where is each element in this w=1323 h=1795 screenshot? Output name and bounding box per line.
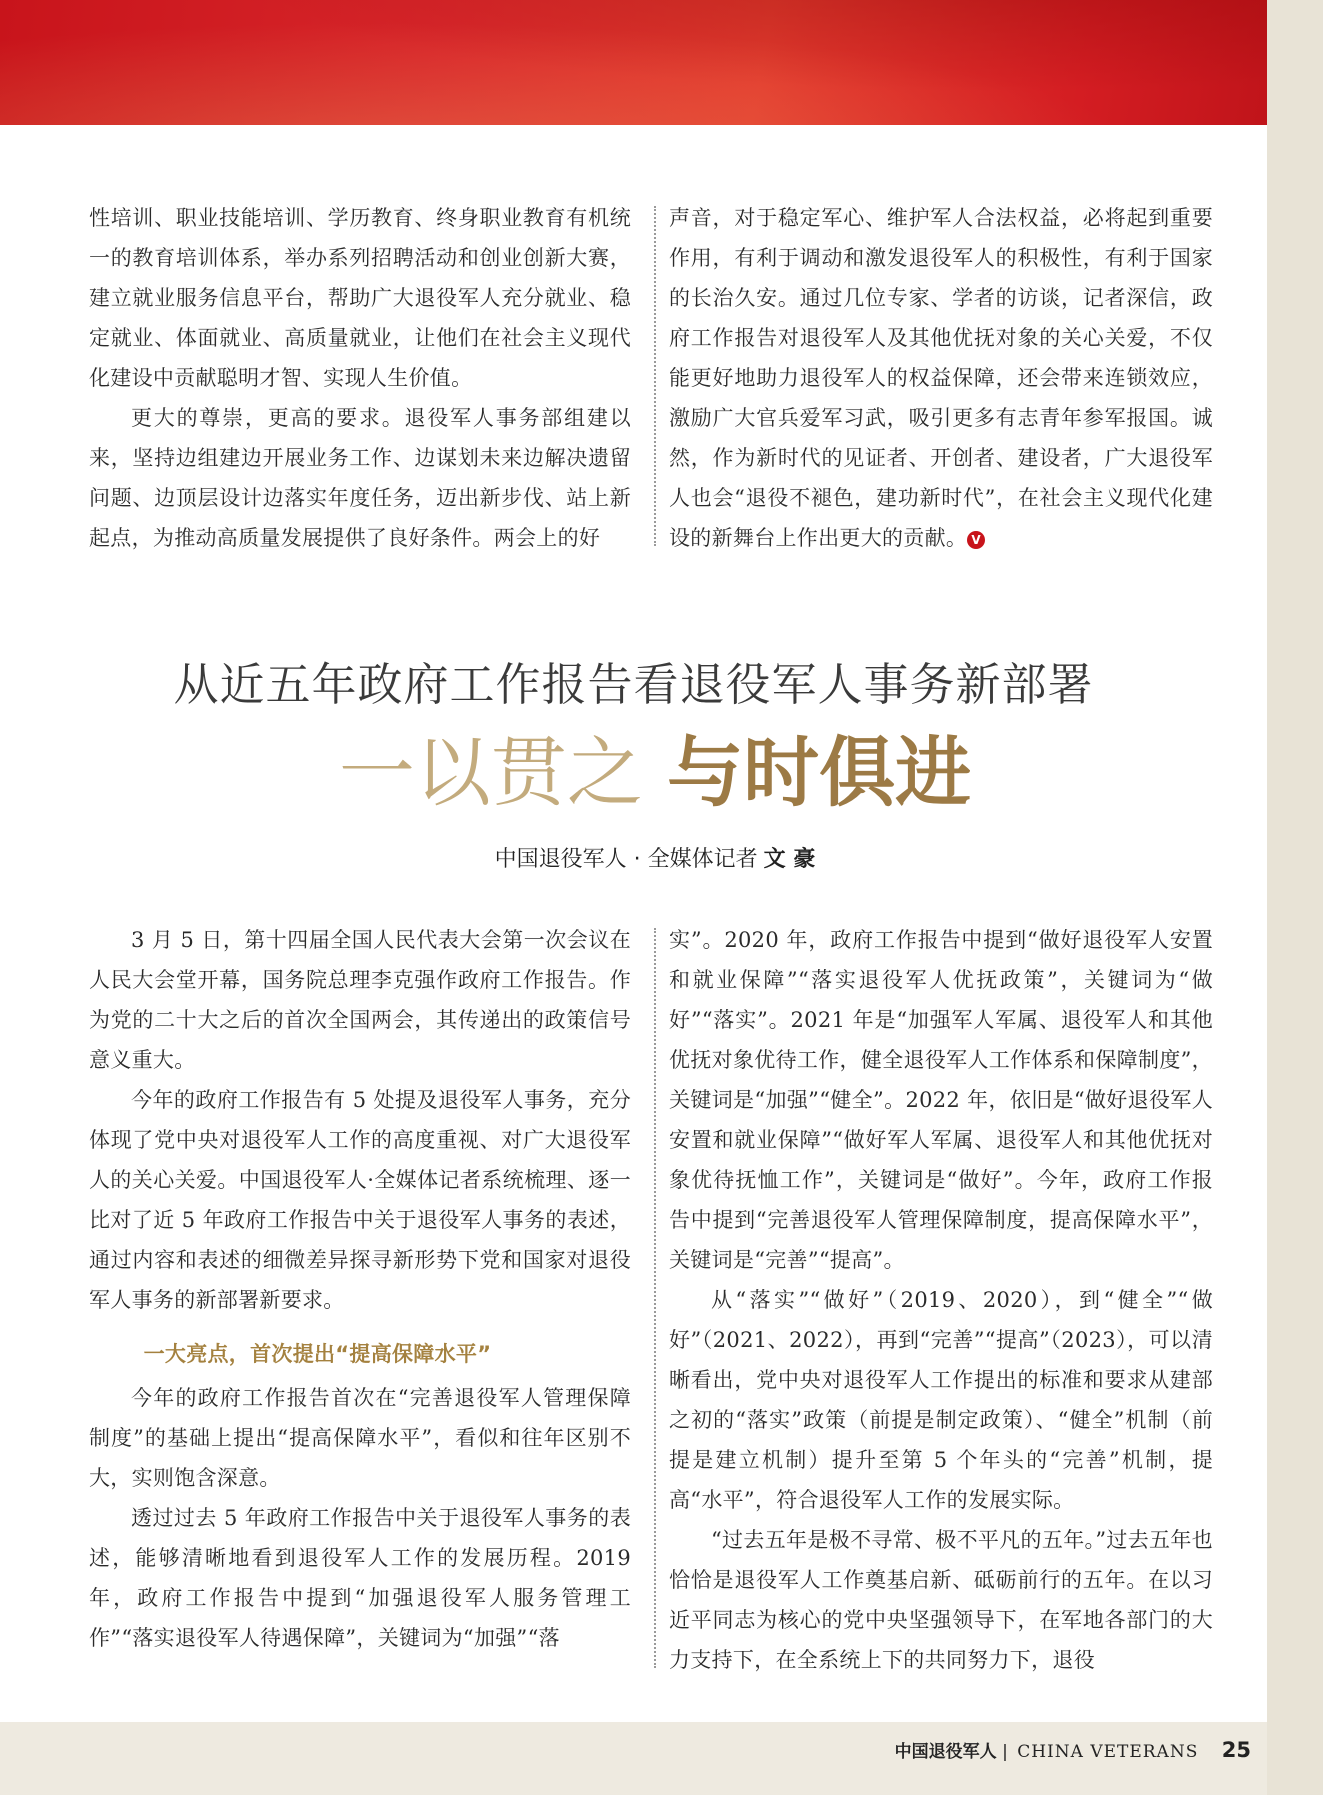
column-divider bbox=[654, 206, 656, 546]
column-divider bbox=[654, 928, 656, 1668]
title-light-part: 一以贯之 bbox=[338, 728, 643, 817]
paragraph: 3 月 5 日，第十四届全国人民代表大会第一次会议在人民大会堂开幕，国务院总理李克强作政府工作报告。作为党的二十大之后的首次全国两会，其传递出的政策信号意义重大。 bbox=[89, 928, 631, 1072]
article-right-column bbox=[669, 920, 1213, 1680]
top-decorative-band bbox=[0, 0, 1267, 125]
section-heading: 一大亮点，首次提出“提高保障水平” bbox=[143, 1342, 492, 1366]
article-left-column bbox=[89, 920, 631, 1658]
paragraph: 透过过去 5 年政府工作报告中关于退役军人事务的表述，能够清晰地看到退役军人工作的发展历程。2019 年，政府工作报告中提到“加强退役军人服务管理工作”“落实退役军人待遇保障”，关键词为“加强”“落 bbox=[89, 1506, 631, 1650]
prev-article-right-column bbox=[669, 198, 1213, 558]
prev-article-left-column bbox=[89, 198, 631, 558]
byline bbox=[0, 842, 1310, 873]
magazine-name: 中国退役军人 bbox=[894, 1742, 997, 1762]
paragraph bbox=[669, 198, 1213, 558]
title-bold-part: 与时俱进 bbox=[667, 728, 972, 817]
byline-author: 文 豪 bbox=[763, 847, 816, 872]
page-edge-strip bbox=[1267, 0, 1323, 1795]
page-footer bbox=[895, 1737, 1251, 1762]
article-subtitle: 从近五年政府工作报告看退役军人事务新部署 bbox=[173, 658, 1094, 711]
end-mark-icon: V bbox=[967, 531, 985, 549]
paragraph: 从“落实”“做好”（2019、2020），到“健全”“做好”（2021、2022），再到“完善”“提高”（2023），可以清晰看出，党中央对退役军人工作提出的标准和要求从建部之初的“落实”政策（前提是制定政策）、“健全”机制（前提是建立机制）提升至第 5 个年头的“完善”机制，提高“水平”，符合退役军人工作的发展实际。 bbox=[669, 1288, 1213, 1512]
footer-separator: | bbox=[1002, 1742, 1008, 1762]
paragraph: 性培训、职业技能培训、学历教育、终身职业教育有机统一的教育培训体系，举办系列招聘活动和创业创新大赛，建立就业服务信息平台，帮助广大退役军人充分就业、稳定就业、体面就业、高质量就业，让他们在社会主义现代化建设中贡献聪明才智、实现人生价值。 bbox=[89, 206, 631, 390]
article-title bbox=[0, 728, 1310, 818]
paragraph-text: 声音，对于稳定军心、维护军人合法权益，必将起到重要作用，有利于调动和激发退役军人的积极性，有利于国家的长治久安。通过几位专家、学者的访谈，记者深信，政府工作报告对退役军人及其他优抚对象的关心关爱，不仅能更好地助力退役军人的权益保障，还会带来连锁效应，激励广大官兵爱军习武，吸引更多有志青年参军报国。诚然，作为新时代的见证者、开创者、建设者，广大退役军人也会“退役不褪色，建功新时代”，在社会主义现代化建设的新舞台上作出更大的贡献。 bbox=[669, 206, 1213, 550]
magazine-english-name: CHINA VETERANS bbox=[1017, 1742, 1199, 1762]
paragraph: 今年的政府工作报告首次在“完善退役军人管理保障制度”的基础上提出“提高保障水平”，看似和往年区别不大，实则饱含深意。 bbox=[89, 1386, 631, 1490]
page-number: 25 bbox=[1221, 1738, 1251, 1762]
paragraph: 今年的政府工作报告有 5 处提及退役军人事务，充分体现了党中央对退役军人工作的高度重视、对广大退役军人的关心关爱。中国退役军人·全媒体记者系统梳理、逐一比对了近 5 年政府工作报告中关于退役军人事务的表述，通过内容和表述的细微差异探寻新形势下党和国家对退役军人事务的新部署新要求。 bbox=[89, 1088, 631, 1312]
paragraph: 更大的尊崇，更高的要求。退役军人事务部组建以来，坚持边组建边开展业务工作、边谋划未来边解决遗留问题、边顶层设计边落实年度任务，迈出新步伐、站上新起点，为推动高质量发展提供了良好条件。两会上的好 bbox=[89, 406, 631, 550]
paragraph: 实”。2020 年，政府工作报告中提到“做好退役军人安置和就业保障”“落实退役军人优抚政策”，关键词为“做好”“落实”。2021 年是“加强军人军属、退役军人和其他优抚对象优待工作，健全退役军人工作体系和保障制度”，关键词是“加强”“健全”。2022 年，依旧是“做好退役军人安置和就业保障”“做好军人军属、退役军人和其他优抚对象优待抚恤工作”，关键词是“做好”。今年，政府工作报告中提到“完善退役军人管理保障制度，提高保障水平”，关键词是“完善”“提高”。 bbox=[669, 928, 1213, 1272]
byline-source: 中国退役军人 · 全媒体记者 bbox=[494, 847, 758, 872]
paragraph: “过去五年是极不寻常、极不平凡的五年。”过去五年也恰恰是退役军人工作奠基启新、砥砺前行的五年。在以习近平同志为核心的党中央坚强领导下，在军地各部门的大力支持下，在全系统上下的共同努力下，退役 bbox=[669, 1528, 1213, 1672]
